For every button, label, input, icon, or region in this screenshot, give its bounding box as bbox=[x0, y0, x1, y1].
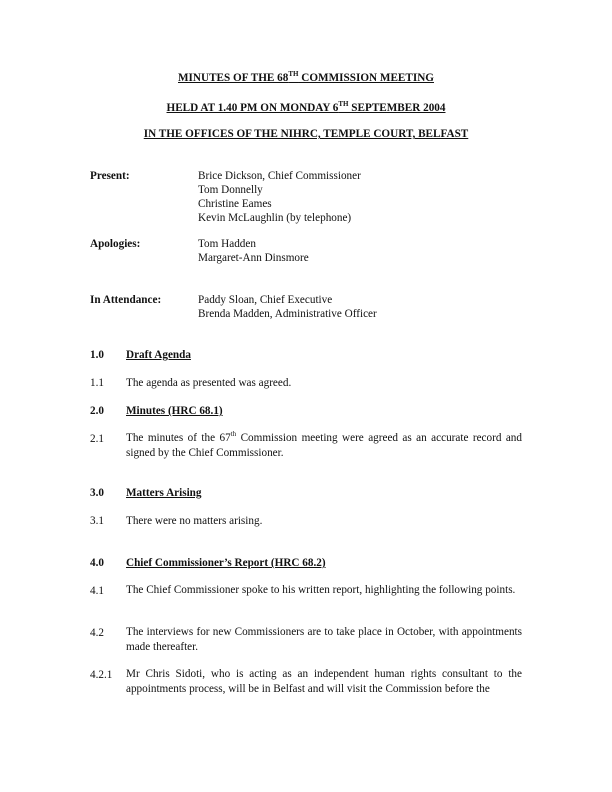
section-number: 4.0 bbox=[90, 557, 104, 569]
present-item: Brice Dickson, Chief Commissioner bbox=[198, 170, 361, 182]
apologies-item: Tom Hadden bbox=[198, 238, 256, 250]
section-heading-minutes: Minutes (HRC 68.1) bbox=[126, 405, 223, 417]
present-item: Kevin McLaughlin (by telephone) bbox=[198, 212, 352, 224]
paragraph-number: 2.1 bbox=[90, 433, 104, 445]
paragraph-4-2: The interviews for new Commissioners are to take place in October, with appointments made thereafter. bbox=[126, 626, 522, 653]
present-item: Christine Eames bbox=[198, 198, 272, 210]
paragraph-number: 1.1 bbox=[90, 377, 104, 389]
paragraph-3-1: There were no matters arising. bbox=[126, 515, 263, 527]
meeting-location-title: IN THE OFFICES OF THE NIHRC, TEMPLE COURT, BELFAST bbox=[143, 128, 469, 140]
section-number: 3.0 bbox=[90, 487, 104, 499]
paragraph-number: 4.2.1 bbox=[90, 669, 113, 681]
present-item: Tom Donnelly bbox=[198, 184, 263, 196]
section-heading-draft-agenda: Draft Agenda bbox=[126, 349, 191, 361]
paragraph-number: 4.1 bbox=[90, 585, 104, 597]
section-number: 1.0 bbox=[90, 349, 104, 361]
paragraph-2-1: The minutes of the 67th Commission meeting were agreed as an accurate record and signed by the Chief Commissioner. bbox=[126, 430, 522, 459]
minutes-title: MINUTES OF THE 68TH COMMISSION MEETING bbox=[178, 70, 434, 84]
apologies-list bbox=[198, 237, 309, 265]
section-heading-matters-arising: Matters Arising bbox=[126, 487, 202, 499]
present-list bbox=[198, 169, 361, 225]
paragraph-1-1: The agenda as presented was agreed. bbox=[126, 377, 292, 389]
in-attendance-item: Paddy Sloan, Chief Executive bbox=[198, 294, 333, 306]
paragraph-4-1: The Chief Commissioner spoke to his written report, highlighting the following points. bbox=[126, 584, 516, 596]
paragraph-number: 3.1 bbox=[90, 515, 104, 527]
section-number: 2.0 bbox=[90, 405, 104, 417]
apologies-label: Apologies: bbox=[90, 238, 141, 250]
meeting-time-title: HELD AT 1.40 PM ON MONDAY 6TH SEPTEMBER 2004 bbox=[166, 100, 446, 114]
paragraph-4-2-1: Mr Chris Sidoti, who is acting as an independent human rights consultant to the appointments process, will be in Belfast and will visit the Commission before the bbox=[126, 668, 522, 695]
paragraph-number: 4.2 bbox=[90, 627, 104, 639]
apologies-item: Margaret-Ann Dinsmore bbox=[198, 252, 309, 264]
in-attendance-item: Brenda Madden, Administrative Officer bbox=[198, 308, 377, 320]
present-label: Present: bbox=[90, 170, 130, 182]
in-attendance-label: In Attendance: bbox=[90, 294, 162, 306]
in-attendance-list bbox=[198, 293, 377, 321]
section-heading-chief-commissioners-report: Chief Commissioner’s Report (HRC 68.2) bbox=[126, 557, 326, 569]
